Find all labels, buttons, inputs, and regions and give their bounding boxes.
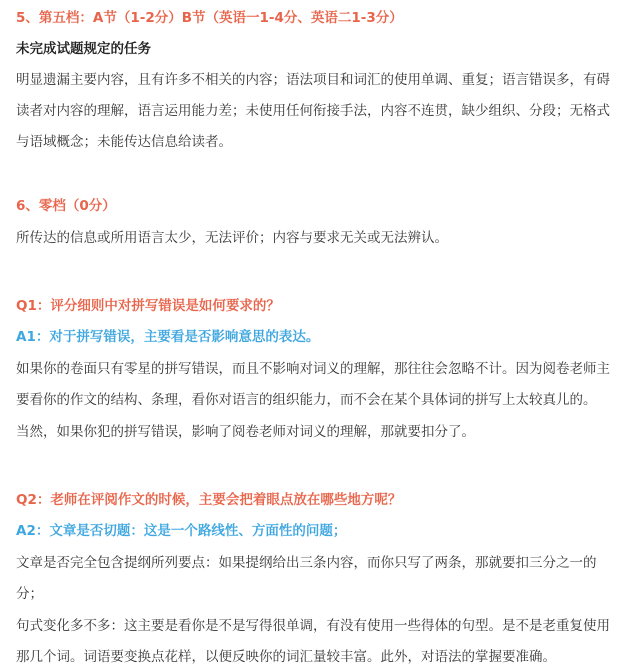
section-6-text: 所传达的信息或所用语言太少，无法评价；内容与要求无关或无法辨认。	[16, 230, 448, 246]
section-5-text-line-1: 明显遗漏主要内容，且有许多不相关的内容；语法项目和词汇的使用单调、重复；语言错误多，有碍	[16, 72, 610, 88]
section-5-subheading: 未完成试题规定的任务	[16, 41, 151, 57]
a1-text-line-3: 当然，如果你犯的拼写错误，影响了阅卷老师对词义的理解，那就要扣分了。	[16, 424, 475, 440]
section-6-heading: 6、零档（0分）	[16, 198, 116, 214]
a1-answer-heading: A1：对于拼写错误，主要看是否影响意思的表达。	[16, 329, 320, 345]
a2-text-line-2: 分；	[16, 586, 43, 602]
section-5-text-line-2: 读者对内容的理解，语言运用能力差；未使用任何衔接手法，内容不连贯，缺少组织、分段；无格式	[16, 103, 610, 119]
a1-text-line-2: 要看你的作文的结构、条理，看你对语言的组织能力，而不会在某个具体词的拼写上太较真儿的。	[16, 392, 597, 408]
a2-text-line-3: 句式变化多不多：这主要是看你是不是写得很单调，有没有使用一些得体的句型。是不是老重复使用	[16, 618, 610, 634]
section-5-text-line-3: 与语域概念；未能传达信息给读者。	[16, 134, 232, 150]
a2-answer-heading: A2：文章是否切题：这是一个路线性、方面性的问题；	[16, 523, 347, 539]
a2-text-line-1: 文章是否完全包含提纲所列要点：如果提纲给出三条内容，而你只写了两条，那就要扣三分之一的	[16, 555, 597, 571]
a2-text-line-4: 那几个词。词语要变换点花样，以便反映你的词汇量较丰富。此外，对语法的掌握要准确。	[16, 649, 556, 665]
q1-question: Q1：评分细则中对拼写错误是如何要求的？	[16, 298, 280, 314]
q2-question: Q2：老师在评阅作文的时候，主要会把着眼点放在哪些地方呢？	[16, 492, 402, 508]
section-5-heading: 5、第五档：A节（1-2分）B节（英语一1-4分、英语二1-3分）	[16, 10, 403, 26]
a1-text-line-1: 如果你的卷面只有零星的拼写错误，而且不影响对词义的理解，那往往会忽略不计。因为阅卷老师主	[16, 361, 610, 377]
